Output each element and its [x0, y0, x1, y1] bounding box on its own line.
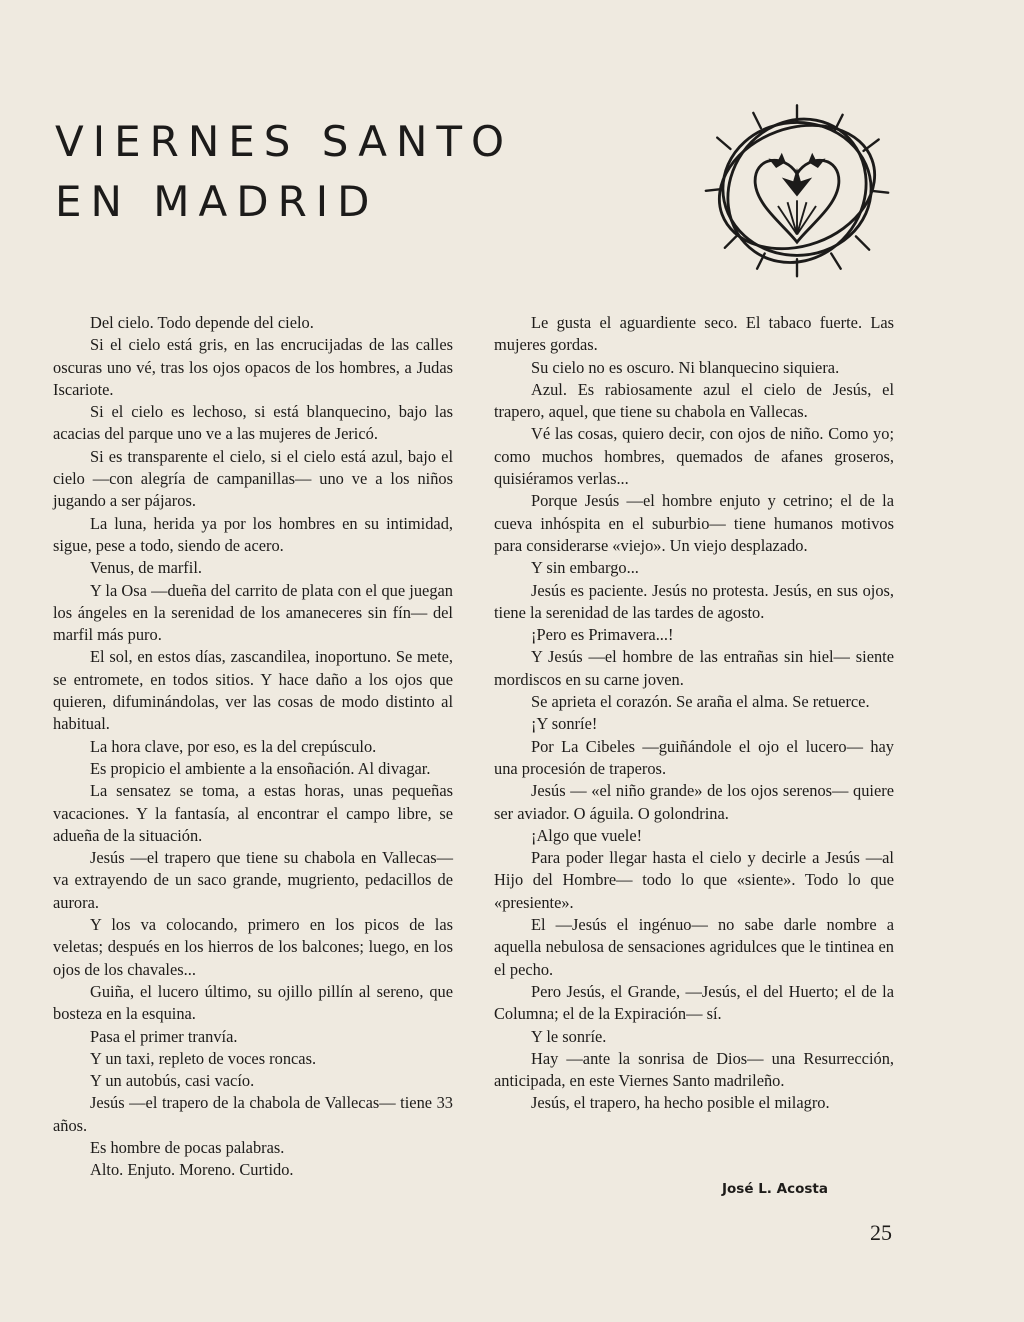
paragraph: Por La Cibeles —guiñándole el ojo el lucero— hay una procesión de traperos. [494, 736, 894, 778]
paragraph: Su cielo no es oscuro. Ni blanquecino siquiera. [531, 357, 840, 377]
paragraph: Es propicio el ambiente a la ensoñación. Al divagar. [90, 758, 431, 778]
paragraph: Si el cielo está gris, en las encrucijadas de las calles oscuras uno vé, tras los ojos opacos de los hombres, a Judas Iscariote. [53, 335, 453, 399]
paragraph: ¡Pero es Primavera...! [531, 625, 674, 645]
paragraph: Jesús es paciente. Jesús no protesta. Jesús, en sus ojos, tiene la serenidad de las tardes de agosto. [494, 580, 894, 622]
paragraph: Se aprieta el corazón. Se araña el alma. Se retuerce. [531, 692, 870, 712]
paragraph: El —Jesús el ingénuo— no sabe darle nombre a aquella nebulosa de sensaciones agridulces que le tintinea en el pecho. [494, 915, 894, 979]
paragraph: La hora clave, por eso, es la del crepúsculo. [90, 736, 377, 756]
paragraph: Si es transparente el cielo, si el cielo está azul, bajo el cielo —con alegría de campanillas— uno ve a los niños jugando a ser pájaros. [53, 446, 453, 511]
paragraph: La sensatez se toma, a estas horas, unas pequeñas vacaciones. Y la fantasía, al encontrar el campo libre, se adueña de la situación. [53, 781, 453, 845]
paragraph: Le gusta el aguardiente seco. El tabaco fuerte. Las mujeres gordas. [494, 313, 894, 355]
paragraph: Pero Jesús, el Grande, —Jesús, el del Huerto; el de la Columna; el de la Expiración— sí. [494, 981, 894, 1024]
paragraph: Y le sonríe. [531, 1026, 607, 1046]
title-line-1: VIERNES SANTO [55, 117, 514, 166]
paragraph: ¡Algo que vuele! [531, 825, 643, 845]
paragraph: Y los va colocando, primero en los picos de las veletas; después en los hierros de los balcones; luego, en los ojos de los chavales... [53, 915, 453, 979]
paragraph: El sol, en estos días, zascandilea, inoportuno. Se mete, se entromete, en todos sitios. Y hace daño a los ojos que quieren, difuminándolas, ver las cosas de modo distinto al habitual. [53, 647, 453, 734]
paragraph: Es hombre de pocas palabras. [90, 1137, 285, 1157]
article-title [55, 112, 513, 232]
paragraph: Jesús, el trapero, ha hecho posible el milagro. [531, 1093, 830, 1113]
paragraph: Y sin embargo... [531, 558, 639, 578]
paragraph: Venus, de marfil. [90, 558, 202, 578]
paragraph: Del cielo. Todo depende del cielo. [90, 313, 314, 332]
paragraph: Alto. Enjuto. Moreno. Curtido. [90, 1160, 294, 1180]
title-line-2: EN MADRID [55, 177, 379, 226]
paragraph: Si el cielo es lechoso, si está blanquecino, bajo las acacias del parque uno ve a las mujeres de Jericó. [53, 402, 453, 444]
left-text-column [53, 312, 453, 1182]
author-signature: José L. Acosta [722, 1181, 828, 1197]
paragraph: Azul. Es rabiosamente azul el cielo de Jesús, el trapero, aquel, que tiene su chabola en Vallecas. [494, 379, 894, 422]
paragraph: Y Jesús —el hombre de las entrañas sin hiel— siente mordiscos en su carne joven. [494, 647, 894, 689]
paragraph: Jesús —el trapero de la chabola de Vallecas— tiene 33 años. [53, 1093, 453, 1135]
paragraph: Y un taxi, repleto de voces roncas. [90, 1048, 317, 1068]
paragraph: ¡Y sonríe! [531, 714, 598, 734]
paragraph: Para poder llegar hasta el cielo y decirle a Jesús —al Hijo del Hombre— todo lo que «siente». Todo lo que «presiente». [494, 848, 894, 912]
page-number: 25 [870, 1220, 892, 1245]
paragraph: Y la Osa —dueña del carrito de plata con el que juegan los ángeles en la serenidad de los amaneceres sin fín— del marfil más puro. [53, 580, 453, 645]
paragraph: Guiña, el lucero último, su ojillo pillín al sereno, que bosteza en la esquina. [53, 981, 453, 1024]
paragraph: Porque Jesús —el hombre enjuto y cetrino; el de la cueva inhóspita en el suburbio— tiene humanos motivos para considerarse «viejo». Un viejo desplazado. [494, 491, 894, 555]
crown-of-thorns-heart-emblem-icon [702, 92, 892, 282]
paragraph: Hay —ante la sonrisa de Dios— una Resurrección, anticipada, en este Viernes Santo madrileño. [494, 1048, 894, 1091]
paragraph: La luna, herida ya por los hombres en su intimidad, sigue, pese a todo, siendo de acero. [53, 513, 453, 555]
paragraph: Jesús —el trapero que tiene su chabola en Vallecas— va extrayendo de un saco grande, mugriento, pedacillos de aurora. [53, 848, 453, 912]
right-text-column [494, 312, 894, 1115]
paragraph: Pasa el primer tranvía. [90, 1026, 238, 1046]
paragraph: Y un autobús, casi vacío. [90, 1071, 255, 1091]
paragraph: Jesús — «el niño grande» de los ojos serenos— quiere ser aviador. O águila. O golondrina. [494, 781, 894, 823]
paragraph: Vé las cosas, quiero decir, con ojos de niño. Como yo; como muchos hombres, quemados de afanes groseros, quisiéramos verlas... [494, 424, 894, 489]
